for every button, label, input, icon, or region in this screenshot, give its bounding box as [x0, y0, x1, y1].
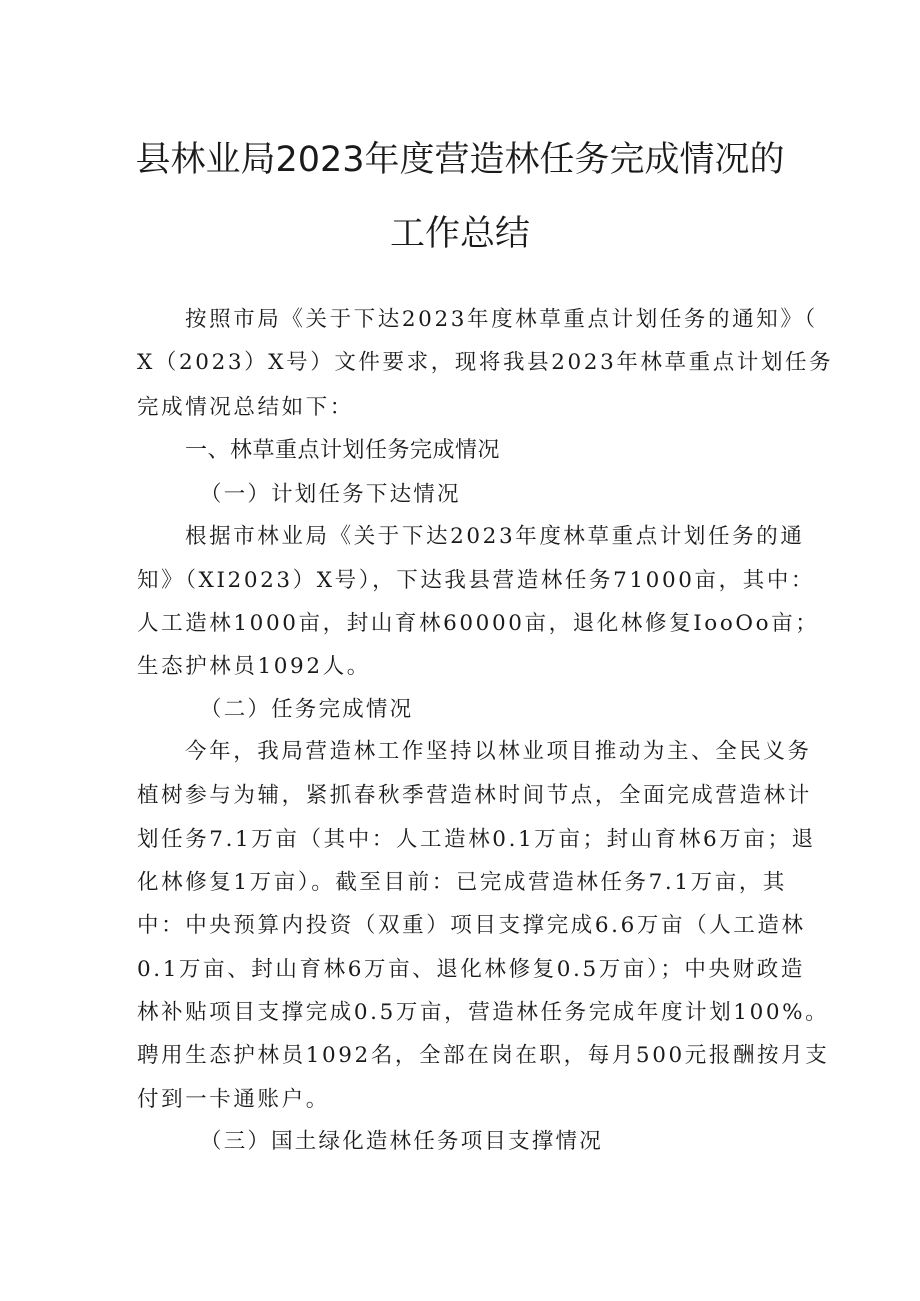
subsection-2-body-line-2: 植树参与为辅，紧抓春秋季营造林时间节点，全面完成营造林计 — [137, 783, 812, 808]
subsection-1-body-line-2: 知》（XI2023）X号），下达我县营造林任务71000亩，其中： — [137, 568, 816, 593]
subsection-1-heading: （一）计划任务下达情况 — [200, 482, 461, 507]
subsection-2-body-line-4: 化林修复1万亩）。截至目前：已完成营造林任务7.1万亩，其 — [137, 870, 788, 895]
intro-line-2: X（2023）X号）文件要求，现将我县2023年林草重点计划任务 — [137, 350, 834, 375]
subsection-2-body-line-6: 0.1万亩、封山育林6万亩、退化林修复0.5万亩）；中央财政造 — [137, 957, 805, 982]
subsection-2-body-line-5: 中：中央预算内投资（双重）项目支撑完成6.6万亩（人工造林 — [137, 913, 806, 938]
subsection-2-body-line-3: 划任务7.1万亩（其中：人工造林0.1万亩；封山育林6万亩；退 — [137, 827, 816, 852]
section-1-heading: 一、林草重点计划任务完成情况 — [185, 438, 501, 463]
document-title-line-1: 县林业局2023年度营造林任务完成情况的 — [135, 140, 785, 180]
subsection-2-body-line-1: 今年，我局营造林工作坚持以林业项目推动为主、全民义务 — [185, 739, 812, 764]
subsection-1-body-line-1: 根据市林业局《关于下达2023年度林草重点计划任务的通 — [185, 524, 805, 549]
subsection-2-body-line-7: 林补贴项目支撑完成0.5万亩，营造林任务完成年度计划100%。 — [137, 1000, 830, 1025]
subsection-1-body-line-3: 人工造林1000亩，封山育林60000亩，退化林修复IooOo亩； — [137, 611, 820, 636]
subsection-1-body-line-4: 生态护林员1092人。 — [137, 654, 371, 679]
subsection-3-heading: （三）国土绿化造林任务项目支撑情况 — [200, 1129, 603, 1154]
intro-line-3: 完成情况总结如下： — [137, 395, 354, 420]
document-title-line-2: 工作总结 — [389, 214, 530, 254]
subsection-2-heading: （二）任务完成情况 — [200, 697, 414, 722]
intro-line-1: 按照市局《关于下达2023年度林草重点计划任务的通知》（ — [185, 307, 818, 332]
subsection-2-body-line-9: 付到一卡通账户。 — [137, 1087, 330, 1112]
subsection-2-body-line-8: 聘用生态护林员1092名，全部在岗在职，每月500元报酬按月支 — [137, 1043, 830, 1068]
